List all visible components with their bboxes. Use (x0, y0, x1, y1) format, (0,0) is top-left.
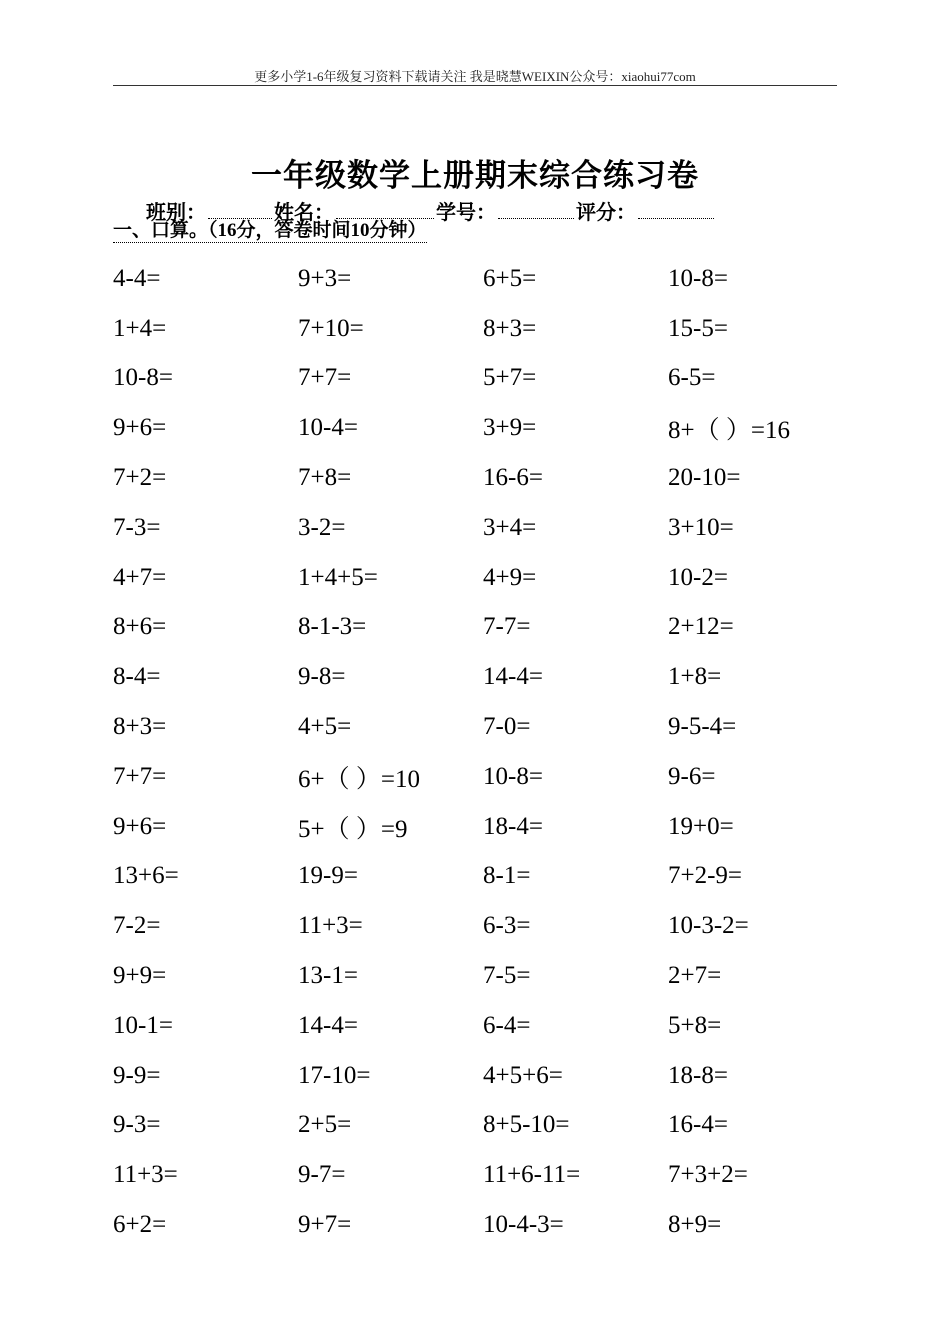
page-title: 一年级数学上册期末综合练习卷 (251, 158, 699, 194)
math-problem: 4-4= (113, 264, 161, 292)
math-problem: 7+2= (113, 464, 167, 492)
math-problem: 5+7= (483, 364, 537, 392)
problem-row (113, 1200, 853, 1250)
math-problem: 1+4= (113, 314, 167, 342)
problem-row (113, 254, 853, 304)
math-problem: 8+（ ）=16 (668, 417, 790, 445)
math-problem: 18-8= (668, 1061, 728, 1089)
math-problem: 13+6= (113, 862, 179, 890)
math-problem: 10-4= (298, 414, 358, 442)
math-problem: 3+10= (668, 513, 734, 541)
math-problem: 9+6= (113, 414, 167, 442)
math-problem: 9-5-4= (668, 713, 737, 741)
math-problem: 7+8= (298, 464, 352, 492)
math-problem: 10-1= (113, 1011, 173, 1039)
problem-row (113, 553, 853, 603)
math-problem: 4+5+6= (483, 1061, 563, 1089)
math-problem: 1+4+5= (298, 563, 378, 591)
math-problem: 7+10= (298, 314, 364, 342)
header-note: 更多小学1-6年级复习资料下载请关注 我是晓慧WEIXIN公众号：xiaohui77com (254, 69, 696, 84)
math-problem: 8-1-3= (298, 613, 367, 641)
math-problem: 6-5= (668, 364, 716, 392)
problem-row (113, 403, 853, 453)
math-problem: 8+5-10= (483, 1111, 570, 1139)
id-field[interactable] (498, 198, 574, 219)
math-problem: 8-1= (483, 862, 531, 890)
math-problem: 7-7= (483, 613, 531, 641)
problem-row (113, 1150, 853, 1200)
problem-row (113, 652, 853, 702)
math-problem: 10-8= (483, 762, 543, 790)
math-problem: 17-10= (298, 1061, 371, 1089)
math-problem: 13-1= (298, 962, 358, 990)
math-problem: 3-2= (298, 513, 346, 541)
math-problem: 19-9= (298, 862, 358, 890)
score-label: 评分： (576, 202, 636, 224)
problem-row (113, 752, 853, 802)
math-problem: 6+（ ）=10 (298, 765, 420, 793)
math-problem: 14-4= (298, 1011, 358, 1039)
math-problem: 9-9= (113, 1061, 161, 1089)
math-problem: 7+2-9= (668, 862, 743, 890)
math-problem: 15-5= (668, 314, 728, 342)
math-problem: 7-5= (483, 962, 531, 990)
math-problem: 16-6= (483, 464, 543, 492)
math-problem: 11+6-11= (483, 1161, 581, 1189)
problem-row (113, 802, 853, 852)
problem-row (113, 1101, 853, 1151)
math-problem: 8+3= (483, 314, 537, 342)
math-problem: 4+7= (113, 563, 167, 591)
id-label: 学号： (436, 202, 496, 224)
math-problem: 3+9= (483, 414, 537, 442)
math-problem: 9-7= (298, 1161, 346, 1189)
math-problem: 2+12= (668, 613, 734, 641)
math-problem: 9-8= (298, 663, 346, 691)
math-problem: 20-10= (668, 464, 741, 492)
math-problem: 9-3= (113, 1111, 161, 1139)
math-problem: 10-8= (113, 364, 173, 392)
name-field[interactable] (336, 198, 434, 219)
math-problem: 10-4-3= (483, 1211, 564, 1239)
section-heading: 一、口算。（16分，答卷时间10分钟） (113, 220, 427, 241)
math-problem: 2+5= (298, 1111, 352, 1139)
math-problem: 9-6= (668, 762, 716, 790)
math-problem: 19+0= (668, 812, 734, 840)
problem-row (113, 354, 853, 404)
math-problem: 8+6= (113, 613, 167, 641)
math-problem: 9+6= (113, 812, 167, 840)
problem-row (113, 901, 853, 951)
problem-row (113, 1001, 853, 1051)
math-problem: 3+4= (483, 513, 537, 541)
math-problem: 11+3= (298, 912, 363, 940)
math-problem: 7-3= (113, 513, 161, 541)
problem-row (113, 603, 853, 653)
math-problem: 2+7= (668, 962, 722, 990)
math-problem: 11+3= (113, 1161, 178, 1189)
problem-row (113, 503, 853, 553)
math-problem: 6-3= (483, 912, 531, 940)
problem-row (113, 304, 853, 354)
math-problem: 9+7= (298, 1211, 352, 1239)
math-problem: 4+9= (483, 563, 537, 591)
math-problem: 8+3= (113, 713, 167, 741)
math-problem: 1+8= (668, 663, 722, 691)
math-problem: 16-4= (668, 1111, 728, 1139)
math-problem: 6-4= (483, 1011, 531, 1039)
problem-row (113, 852, 853, 902)
math-problem: 10-8= (668, 264, 728, 292)
math-problem: 5+8= (668, 1011, 722, 1039)
math-problem: 7+7= (113, 762, 167, 790)
math-problem: 7-2= (113, 912, 161, 940)
math-problem: 7-0= (483, 713, 531, 741)
math-problem: 18-4= (483, 812, 543, 840)
problem-row (113, 1051, 853, 1101)
math-problem: 14-4= (483, 663, 543, 691)
problem-row (113, 951, 853, 1001)
math-problem: 7+3+2= (668, 1161, 748, 1189)
math-problem: 5+（ ）=9 (298, 815, 408, 843)
problem-row (113, 453, 853, 503)
math-problem: 8-4= (113, 663, 161, 691)
math-problem: 6+2= (113, 1211, 167, 1239)
math-problem: 10-2= (668, 563, 728, 591)
problem-row (113, 702, 853, 752)
header-divider (113, 85, 837, 86)
class-field[interactable] (208, 198, 272, 219)
math-problem: 4+5= (298, 713, 352, 741)
math-problem: 9+9= (113, 962, 167, 990)
score-field[interactable] (638, 198, 714, 219)
math-problem: 8+9= (668, 1211, 722, 1239)
class-label: 班别： (146, 202, 206, 224)
math-problem: 10-3-2= (668, 912, 749, 940)
problem-grid (113, 254, 853, 1250)
math-problem: 7+7= (298, 364, 352, 392)
name-label: 姓名： (274, 202, 334, 224)
math-problem: 6+5= (483, 264, 537, 292)
math-problem: 9+3= (298, 264, 352, 292)
